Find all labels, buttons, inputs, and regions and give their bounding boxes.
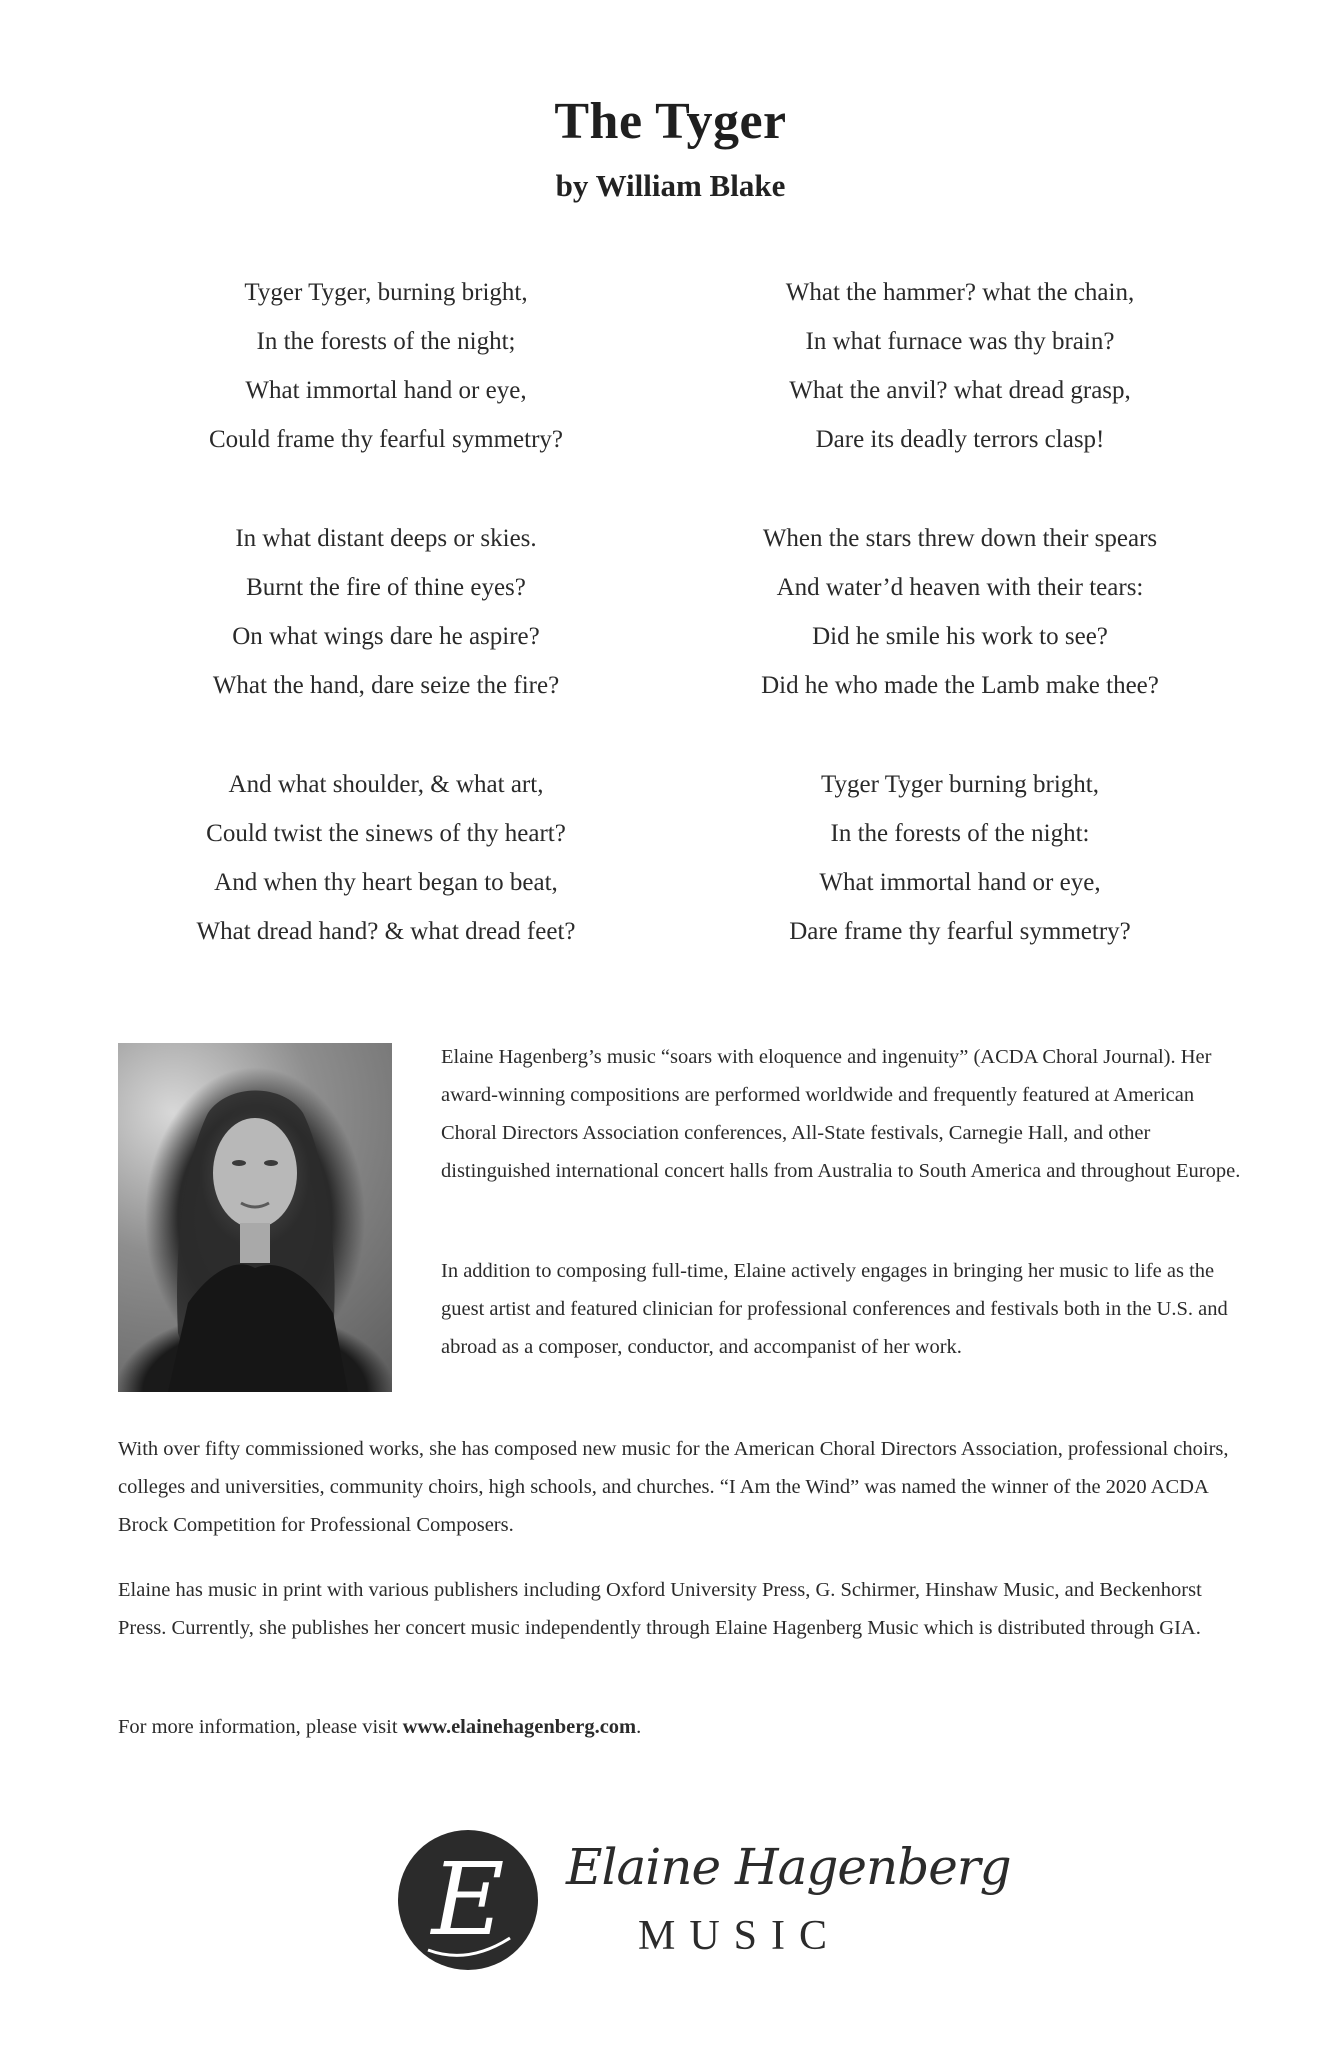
poem-line: Tyger Tyger, burning bright, [244, 279, 528, 306]
poem-stanza [680, 268, 1240, 464]
poem-stanza [106, 760, 666, 956]
bio-paragraph: Elaine has music in print with various publishers including Oxford University Press, G. Schirmer, Hinshaw Music, and Beckenhorst Press. Currently, she publishes her concert music independently through Elaine Hagenberg Music which is distributed through GIA. [118, 1579, 1202, 1639]
poem-line: Could frame thy fearful symmetry? [208, 426, 564, 453]
logo-script-name: Elaine Hagenberg [566, 1838, 1011, 1896]
poem-line: And what shoulder, & what art, [228, 771, 544, 798]
poem-line: In the forests of the night; [256, 328, 516, 355]
poem-line: Could twist the sinews of thy heart? [206, 820, 566, 847]
poem-line: In the forests of the night: [830, 820, 1090, 847]
poem-line: On what wings dare he aspire? [232, 623, 540, 650]
poem-line: In what distant deeps or skies. [235, 525, 537, 552]
bio-more-info [118, 1708, 1238, 1746]
poem-line: And when thy heart began to beat, [214, 869, 558, 896]
poem-line: Tyger Tyger burning bright, [821, 771, 1099, 798]
more-info-period: . [636, 1716, 642, 1738]
poem-line: What immortal hand or eye, [245, 377, 527, 404]
poem-stanza [106, 268, 666, 464]
poem-line: Dare its deadly terrors clasp! [815, 426, 1105, 453]
poem-line: Burnt the fire of thine eyes? [246, 574, 526, 601]
elaine-hagenberg-music-logo [398, 1830, 1011, 1990]
poem-stanza [106, 514, 666, 710]
website-link[interactable]: www.elainehagenberg.com [402, 1716, 637, 1738]
composer-portrait-photo [118, 1043, 392, 1392]
poem-line: What the hand, dare seize the fire? [212, 672, 560, 699]
more-info-text: For more information, please visit [118, 1716, 403, 1738]
poem-line: Did he smile his work to see? [812, 623, 1108, 650]
poem-title: The Tyger [554, 93, 787, 150]
poem-line: Did he who made the Lamb make thee? [761, 672, 1159, 699]
poem-stanza [680, 760, 1240, 956]
poem-line: What immortal hand or eye, [819, 869, 1101, 896]
bio-paragraph: In addition to composing full-time, Elaine actively engages in bringing her music to life as the guest artist and featured clinician for professional conferences and festivals both in the U.S. and abroad as a composer, conductor, and accompanist of her work. [441, 1260, 1228, 1358]
poem-line: What the anvil? what dread grasp, [789, 377, 1131, 404]
poem-line: Dare frame thy fearful symmetry? [789, 918, 1131, 945]
logo-monogram-circle [398, 1830, 538, 1970]
bio-paragraph: Elaine Hagenberg’s music “soars with eloquence and ingenuity” (ACDA Choral Journal). Her award-winning compositions are performed worldwide and frequently featured at American Choral Directors Association conferences, All-State festivals, Carnegie Hall, and other distinguished international concert halls from Australia to South America and throughout Europe. [441, 1046, 1241, 1182]
poem-byline: by William Blake [555, 168, 786, 203]
poem-line: What dread hand? & what dread feet? [196, 918, 576, 945]
monogram-e-icon [398, 1830, 538, 1970]
poem-line: In what furnace was thy brain? [805, 328, 1115, 355]
poem-line: What the hammer? what the chain, [785, 279, 1135, 306]
poem-line: And water’d heaven with their tears: [776, 574, 1144, 601]
poem-line: When the stars threw down their spears [762, 525, 1158, 552]
portrait-illustration [118, 1043, 392, 1392]
poem-left-column [106, 268, 666, 1006]
bio-paragraph: With over fifty commissioned works, she has composed new music for the American Choral Directors Association, professional choirs, colleges and universities, community choirs, high schools, and churches. “I Am the Wind” was named the winner of the 2020 ACDA Brock Competition for Professional Composers. [118, 1438, 1229, 1536]
poem-right-column [680, 268, 1240, 1006]
logo-music-word: MUSIC [638, 1913, 842, 1959]
monogram-letter: E [431, 1841, 505, 1958]
poem-stanza [680, 514, 1240, 710]
